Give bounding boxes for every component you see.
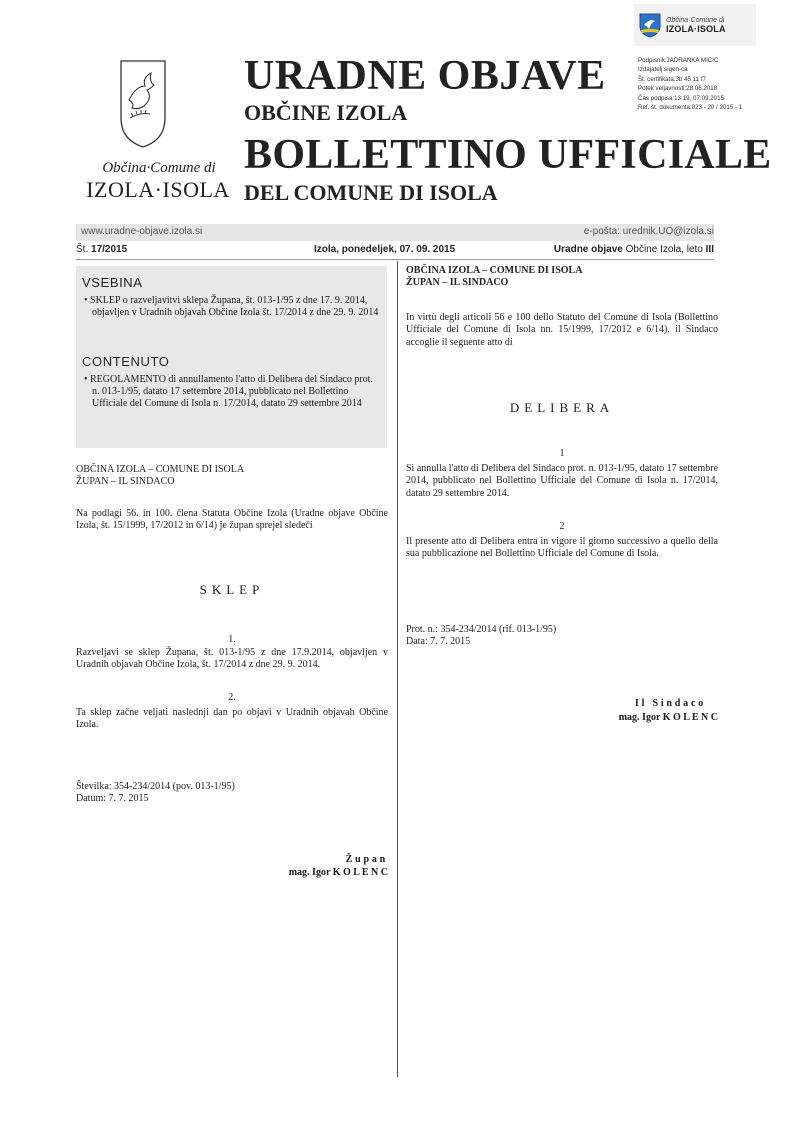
left-signature-role: Župan bbox=[345, 854, 388, 865]
left-signature-name: mag. Igor K O L E N C bbox=[288, 867, 388, 878]
right-preamble: In virtù degli articoli 56 e 100 dello Statuto del Comune di Isola (Bollettino Ufficiale del Comune di Isola nn. 15/1999, 17/2012 e 6/14), il Sindaco accoglie il seguente atto di bbox=[406, 312, 718, 348]
right-reference-number: Prot. n.: 354-234/2014 (rif. 013-1/95) bbox=[406, 624, 557, 635]
signature-issuer: Izdajatelj:sigen-ca bbox=[638, 66, 688, 74]
column-divider bbox=[397, 261, 398, 1077]
right-article2-number: 2 bbox=[559, 521, 565, 532]
crest-caption-name: IZOLA·ISOLA bbox=[86, 177, 230, 202]
signature-time: Čas podpisa:13:19, 07.09.2015 bbox=[638, 94, 725, 102]
signature-logo-line2: IZOLA·ISOLA bbox=[666, 24, 726, 34]
masthead-title-sl: URADNE OBJAVE bbox=[244, 53, 606, 99]
masthead-subtitle-sl: OBČINE IZOLA bbox=[244, 100, 408, 125]
website-link[interactable]: www.uradne-objave.izola.si bbox=[81, 226, 203, 237]
signature-expiry: Potek veljavnosti:28.06.2018 bbox=[638, 85, 718, 93]
header-divider bbox=[76, 259, 714, 260]
contents-box bbox=[76, 266, 387, 448]
left-reference bbox=[76, 781, 388, 806]
left-issuer bbox=[76, 464, 388, 489]
right-reference bbox=[406, 624, 718, 649]
right-article2-text: Il presente atto di Delibera entra in vigore il giorno successivo a quello della sua pubblicazione nel Bollettino Ufficiale del Comune di Isola. bbox=[406, 536, 718, 560]
signature-certificate: Št. certifikata:3b 45 11 f7 bbox=[638, 75, 706, 83]
left-issuer-line2: ŽUPAN – IL SINDACO bbox=[76, 476, 175, 488]
masthead-subtitle-it: DEL COMUNE DI ISOLA bbox=[244, 180, 498, 205]
contents-heading-sl: VSEBINA bbox=[82, 275, 143, 290]
contents-section-it bbox=[82, 356, 382, 410]
crest-caption-municipality: Občina·Comune di bbox=[102, 160, 216, 176]
contents-section-sl bbox=[82, 277, 382, 319]
digital-signature-box bbox=[634, 4, 756, 124]
issue-number-prefix: Št. bbox=[76, 244, 92, 255]
right-signature-role: Il Sindaco bbox=[634, 698, 706, 709]
left-issuer-line1: OBČINA IZOLA – COMUNE DI ISOLA bbox=[76, 464, 245, 475]
signature-logo bbox=[634, 4, 756, 46]
issue-date: Izola, ponedeljek, 07. 09. 2015 bbox=[314, 244, 456, 255]
left-reference-date: Datum: 7. 7. 2015 bbox=[76, 793, 149, 805]
email-link[interactable]: e-pošta: urednik.UO@izola.si bbox=[583, 226, 714, 237]
issue-number: 17/2015 bbox=[91, 244, 128, 255]
left-article2-number: 2. bbox=[228, 692, 236, 703]
issue-line bbox=[76, 244, 714, 255]
left-document-title: SKLEP bbox=[199, 582, 265, 597]
publication-year: III bbox=[705, 244, 714, 255]
publication-name: Uradne objave bbox=[553, 244, 623, 255]
masthead-title-it: BOLLETTINO UFFICIALE bbox=[244, 132, 772, 178]
signature-reference: Ref. št. dokumenta:023 - 20 / 2015 - 1 bbox=[638, 104, 743, 112]
municipal-shield-icon bbox=[638, 12, 662, 38]
right-issuer-line1: OBČINA IZOLA – COMUNE DI ISOLA bbox=[406, 265, 583, 276]
contents-item-it[interactable]: • REGOLAMENTO di annullamento l'atto di Delibera del Sindaco prot. n. 013-1/95, datato 17 settembre 2014, pubblicato nel Bollettino Ufficiale del Comune di Isola n. 17/2014, datato 29 settembre 2014 bbox=[84, 374, 373, 409]
contact-bar bbox=[76, 224, 714, 241]
signature-logo-line1: Občina·Comune di bbox=[666, 16, 725, 24]
right-article1-number: 1 bbox=[559, 448, 565, 459]
publication-year-label bbox=[554, 244, 714, 255]
left-article2-text: Ta sklep začne veljati naslednji dan po objavi v Uradnih objavah Občine Izola. bbox=[76, 707, 388, 731]
right-document-title: DELIBERA bbox=[509, 400, 615, 415]
contents-heading-it: CONTENUTO bbox=[82, 354, 170, 369]
left-article1-number: 1. bbox=[228, 634, 236, 645]
right-issuer bbox=[406, 265, 716, 290]
left-article1-text: Razveljavi se sklep Župana, št. 013-1/95 z dne 17.9.2014, objavljen v Uradnih objavah Občine Izola, št. 17/2014 z dne 29. 9. 2014. bbox=[76, 647, 388, 671]
contents-item-sl[interactable]: • SKLEP o razveljavitvi sklepa Župana, št. 013-1/95 z dne 17. 9. 2014, objavljen v Uradnih objavah Občine Izola št. 17/2014 z dne 29. 9. 2014 bbox=[84, 295, 379, 318]
right-signature-name: mag. Igor K O L E N C bbox=[618, 712, 718, 723]
publication-rest: Občine Izola, leto bbox=[622, 244, 706, 255]
right-article1-text: Si annulla l'atto di Delibera del Sindaco prot. n. 013-1/95, datato 17 settembre 2014, pubblicato nel Bollettino Ufficiale del Comune di Isola n. 17/2014, datato 29 settembre 2014. bbox=[406, 463, 719, 499]
right-issuer-line2: ŽUPAN – IL SINDACO bbox=[406, 277, 509, 289]
signature-signer: Podpisnik:JADRANKA MICIC bbox=[638, 57, 719, 64]
right-reference-date: Data: 7. 7. 2015 bbox=[406, 636, 471, 648]
left-reference-number: Številka: 354-234/2014 (pov. 013-1/95) bbox=[76, 781, 235, 792]
dove-crest-icon bbox=[120, 60, 166, 148]
left-preamble: Na podlagi 56. in 100. člena Statuta Občine Izola (Uradne objave Občine Izola, št. 15/1999, 17/2012 in 6/14) je župan sprejel sledeči bbox=[76, 508, 388, 532]
